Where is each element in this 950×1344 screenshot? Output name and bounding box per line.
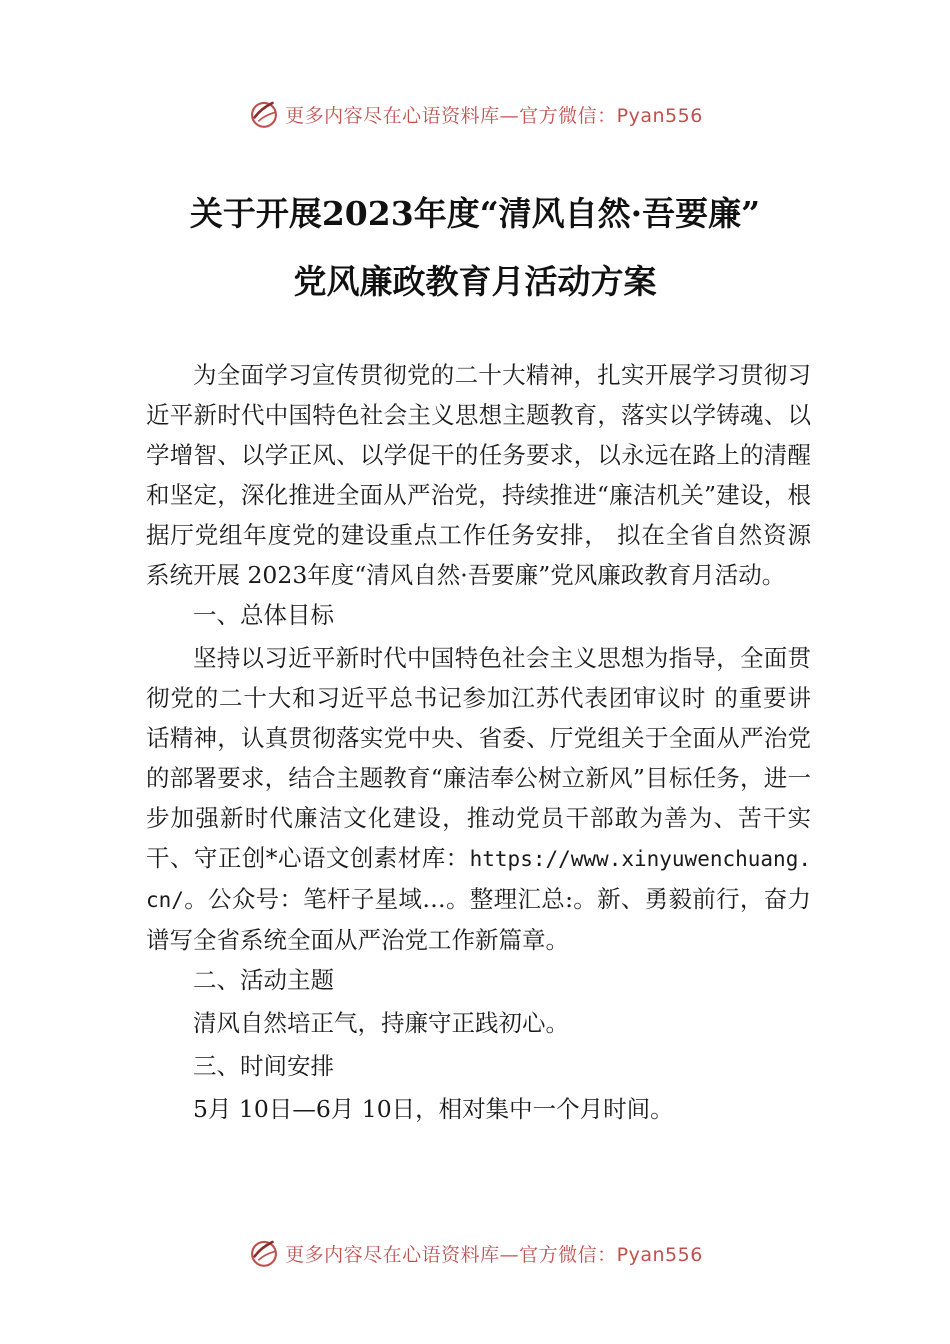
document-title-line-1: 关于开展2023年度“清风自然·吾要廉”	[189, 194, 761, 233]
section-1-heading: 一、总体目标	[193, 601, 334, 629]
section-3-paragraph: 5月 10日—6月 10日，相对集中一个月时间。	[193, 1095, 674, 1123]
document-title-line-2: 党风廉政教育月活动方案	[293, 262, 657, 301]
section-3-heading: 三、时间安排	[193, 1052, 334, 1080]
brush-logo-icon	[247, 1236, 281, 1270]
section-2-paragraph: 清风自然培正气，持廉守正践初心。	[193, 1009, 569, 1037]
watermark-banner-bottom	[0, 1233, 950, 1273]
section-1-paragraph: 坚持以习近平新时代中国特色社会主义思想为指导，全面贯彻党的二十大和习近平总书记参加江苏代表团审议时 的重要讲话精神，认真贯彻落实党中央、省委、厅党组关于全面从严治党的部署要求，结合主题教育“廉洁奉公树立新风”目标任务，进一步加强新时代廉洁文化建设，推动党员干部敢为善为、苦干实干、守正创*心语文创素材库：https://www.xinyuwenchuang.cn/。公众号：笔杆子星域…。整理汇总:。新、勇毅前行，奋力谱写全省系统全面从严治党工作新篇章。	[146, 644, 811, 954]
watermark-text: 更多内容尽在心语资料库—官方微信：Pyan556	[285, 1243, 703, 1266]
brush-logo-icon	[247, 97, 281, 131]
section-2-heading: 二、活动主题	[193, 966, 334, 994]
website-url: https://www.xinyuwenchuang.cn/	[146, 847, 811, 912]
watermark-text: 更多内容尽在心语资料库—官方微信：Pyan556	[285, 104, 703, 127]
intro-paragraph: 为全面学习宣传贯彻党的二十大精神，扎实开展学习贯彻习近平新时代中国特色社会主义思想主题教育，落实以学铸魂、以学增智、以学正风、以学促干的任务要求，以永远在路上的清醒和坚定，深化推进全面从严治党，持续推进“廉洁机关”建设，根据厅党组年度党的建设重点工作任务安排， 拟在全省自然资源系统开展 2023年度“清风自然·吾要廉”党风廉政教育月活动。	[146, 361, 811, 589]
watermark-banner-top	[0, 94, 950, 134]
document-body	[146, 355, 811, 1129]
